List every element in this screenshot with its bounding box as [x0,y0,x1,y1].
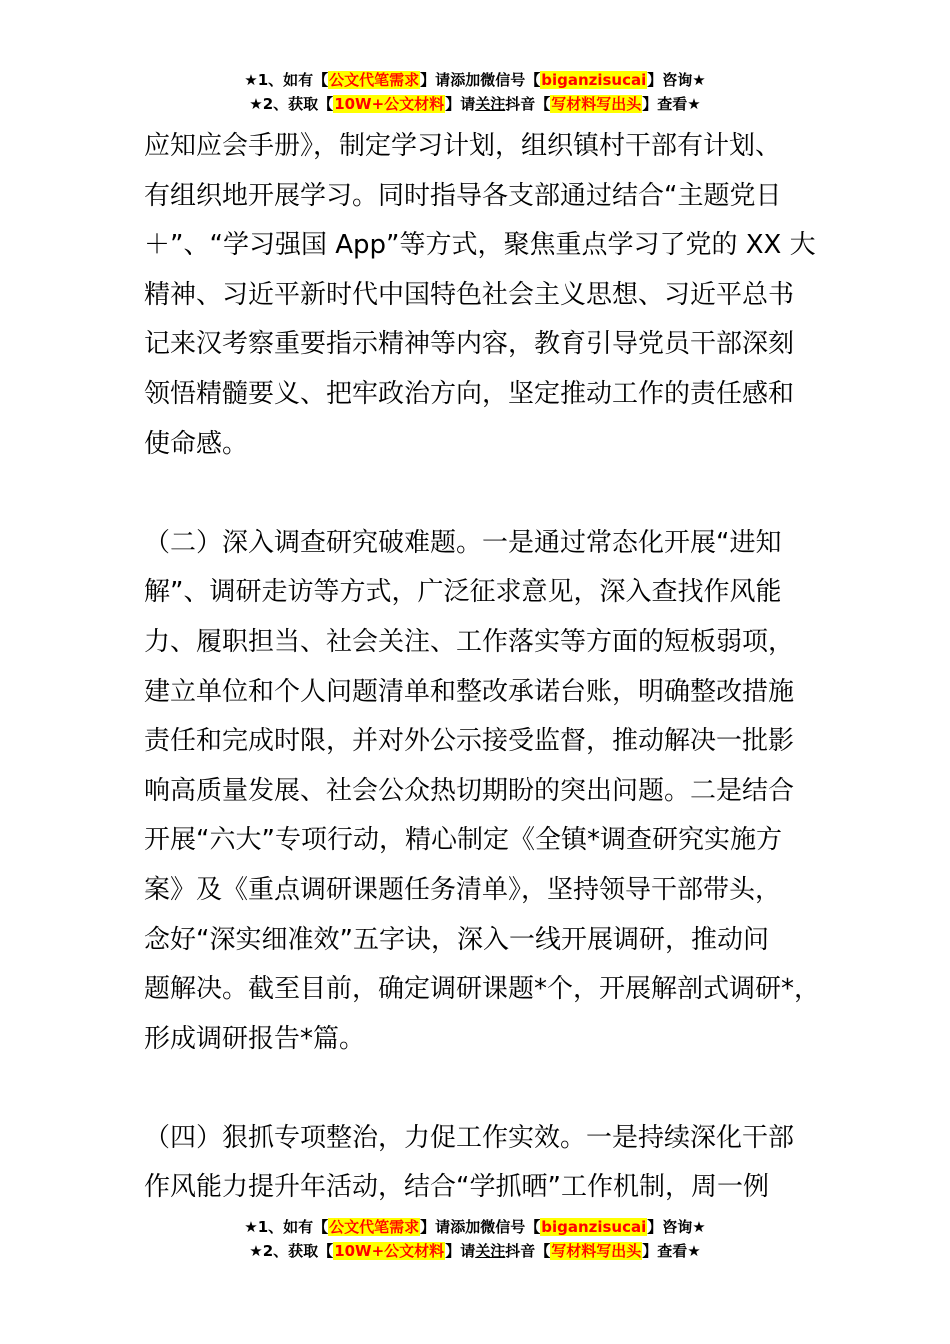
promo-highlight: 10W+公文材料 [334,95,445,113]
paragraph-gap [144,1064,824,1114]
promo-highlight: 写材料写出头 [551,1242,642,1260]
promo-highlight: 公文代笔需求 [329,1218,420,1236]
paragraph-2-line: 响高质量发展、社会公众热切期盼的突出问题。二是结合 [144,775,795,806]
promo-text: ★1、如有【 [244,1218,329,1236]
paragraph-2-line: 解”、调研走访等方式，广泛征求意见，深入查找作风能 [144,577,782,608]
paragraph-gap [144,469,824,519]
promo-text: 】请 [420,1218,451,1236]
paragraph-1-line: ＋”、“学习强国 App”等方式，聚焦重点学习了党的 XX 大 [144,230,816,261]
promo-text: ★1、如有【 [244,71,329,89]
promo-highlight: biganzisucai [541,1218,647,1236]
paragraph-1-line: 有组织地开展学习。同时指导各支部通过结合“主题党日 [144,180,782,211]
promo-text: 抖音【 [505,1242,551,1260]
paragraph-1-line: 精神、习近平新时代中国特色社会主义思想、习近平总书 [144,279,795,310]
promo-text: 】请 [445,1242,476,1260]
promo-text: ★2、获取【 [249,1242,334,1260]
promo-text: 】查看★ [642,95,701,113]
footer-promo-banner [0,1215,950,1263]
promo-text: 】请 [420,71,451,89]
paragraph-3-line: 作风能力提升年活动，结合“学抓晒”工作机制，周一例 [144,1172,769,1203]
paragraph-1-line: 领悟精髓要义、把牢政治方向，坚定推动工作的责任感和 [144,378,795,409]
promo-highlight: 公文代笔需求 [329,71,420,89]
promo-text: 微信号【 [480,71,541,89]
paragraph-2-line: 责任和完成时限，并对外公示接受监督，推动解决一批影 [144,726,795,757]
paragraph-2-line: 建立单位和个人问题清单和整改承诺台账，明确整改措施 [144,676,795,707]
promo-text: 】咨询★ [647,1218,706,1236]
paragraph-2-line: 念好“深实细准效”五字诀，深入一线开展调研，推动问 [144,924,769,955]
promo-text: 】请 [445,95,476,113]
header-promo-banner [0,68,950,116]
paragraph-1-line: 记来汉考察重要指示精神等内容，教育引导党员干部深刻 [144,329,795,360]
promo-line-2 [0,92,950,116]
paragraph-3-line: （四）狠抓专项整治，力促工作实效。一是持续深化干部 [144,1122,795,1153]
promo-line-1 [0,1215,950,1239]
paragraph-2-line: 力、履职担当、社会关注、工作落实等方面的短板弱项， [144,626,795,657]
promo-highlight: 10W+公文材料 [334,1242,445,1260]
promo-line-2 [0,1239,950,1263]
promo-text: 微信号【 [480,1218,541,1236]
promo-text: ★2、获取【 [249,95,334,113]
paragraph-2-line: 形成调研报告*篇。 [144,1023,366,1054]
promo-highlight: biganzisucai [541,71,647,89]
promo-text: 抖音【 [505,95,551,113]
promo-emphasis: 关注 [475,1242,506,1260]
promo-text: 】查看★ [642,1242,701,1260]
paragraph-1-line: 应知应会手册》，制定学习计划，组织镇村干部有计划、 [144,131,782,161]
paragraph-2-line: 题解决。截至目前，确定调研课题*个，开展解剖式调研*， [144,974,821,1005]
promo-highlight: 写材料写出头 [551,95,642,113]
promo-text: 】咨询★ [647,71,706,89]
promo-line-1 [0,68,950,92]
paragraph-2-line: 开展“六大”专项行动，精心制定《全镇*调查研究实施方 [144,825,782,856]
promo-emphasis: 添加 [450,71,481,89]
promo-emphasis: 关注 [475,95,506,113]
promo-emphasis: 添加 [450,1218,481,1236]
document-body [144,122,824,1213]
paragraph-2-line: （二）深入调查研究破难题。一是通过常态化开展“进知 [144,527,782,558]
paragraph-1-line: 使命感。 [144,428,249,459]
paragraph-2-line: 案》及《重点调研课题任务清单》，坚持领导干部带头， [144,874,782,905]
